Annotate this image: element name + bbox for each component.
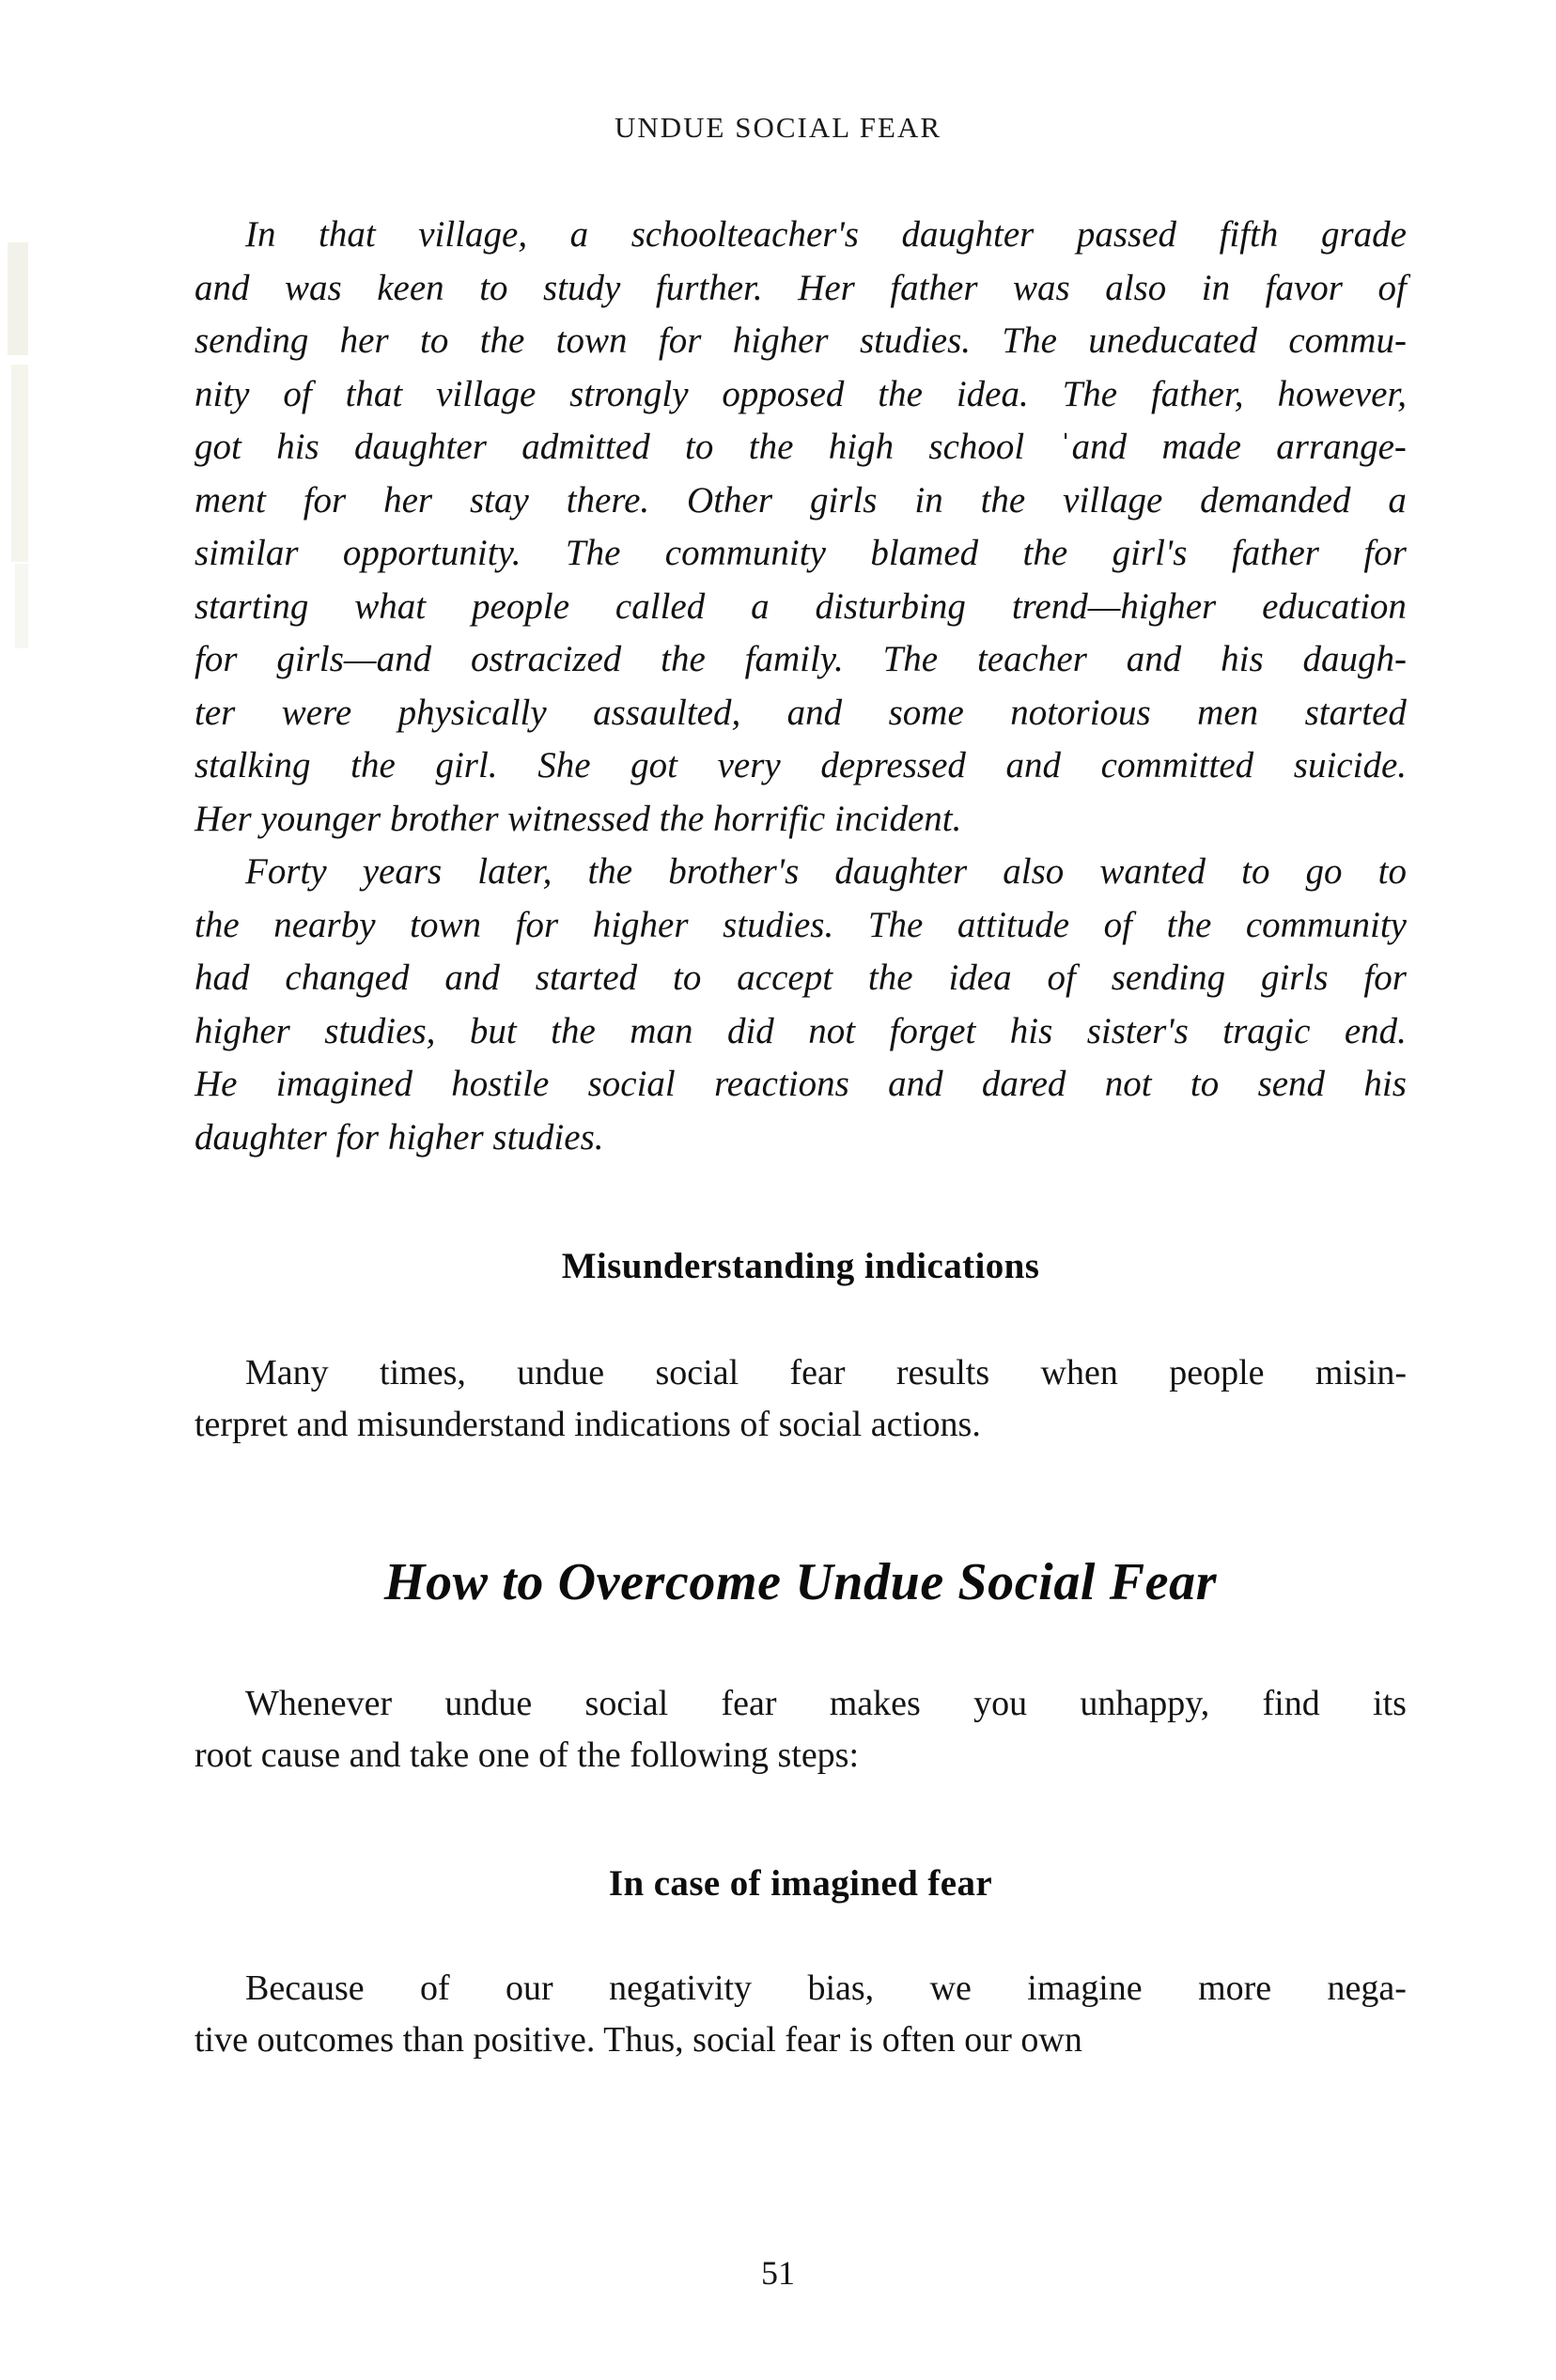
word: sending [1111, 957, 1226, 998]
word: assaulted, [593, 692, 741, 733]
word: made [1161, 427, 1241, 467]
word: girl. [435, 745, 498, 786]
word: men [1197, 692, 1259, 733]
spacer [194, 1905, 1407, 1963]
prose-line [194, 209, 1407, 262]
word: did [726, 1010, 774, 1051]
word: hostile [451, 1064, 550, 1104]
word: high [828, 427, 895, 467]
word: when [1040, 1353, 1118, 1392]
word: not [1104, 1064, 1152, 1104]
word: his [1009, 1010, 1053, 1051]
word: also [1003, 851, 1065, 892]
word: similar [194, 533, 299, 573]
word: the [867, 957, 913, 998]
running-header: UNDUE SOCIAL FEAR [614, 111, 942, 144]
word: village [436, 373, 537, 414]
word: to [420, 320, 449, 361]
word: for [515, 904, 559, 945]
word: community [1245, 904, 1407, 945]
word: commu- [1288, 320, 1407, 361]
prose-line [194, 1678, 1407, 1730]
word: unhappy, [1080, 1684, 1210, 1723]
word: but [469, 1010, 517, 1051]
word: times, [380, 1353, 466, 1392]
word: not [808, 1010, 856, 1051]
word: a [1388, 479, 1407, 521]
word: to [1377, 851, 1407, 892]
word: village [1063, 479, 1163, 521]
word: stalking [194, 745, 311, 786]
word: her [383, 479, 433, 521]
word: higher [732, 320, 829, 361]
word: go [1305, 851, 1343, 892]
word: her [339, 320, 389, 361]
word: town [555, 320, 628, 361]
word: undue [444, 1684, 533, 1723]
word: passed [1076, 214, 1177, 255]
paragraph-misunderstanding [194, 1347, 1407, 1451]
word: The [565, 533, 621, 573]
word: She [537, 745, 591, 786]
prose-line: tive outcomes than positive. Thus, social fear is often our own [194, 2020, 1082, 2060]
word: some [888, 692, 964, 733]
word: were [281, 692, 352, 733]
word: father [1231, 533, 1319, 573]
word: opportunity. [342, 533, 521, 573]
heading-in-case-of-imagined-fear: In case of imagined fear [608, 1863, 993, 1904]
word: to [1241, 851, 1270, 892]
word: of [1103, 904, 1133, 945]
word: sister's [1086, 1010, 1189, 1051]
spacer [194, 1781, 1407, 1862]
word: of [283, 373, 312, 414]
word: fear [789, 1353, 846, 1392]
word: that [319, 214, 376, 255]
word: and [888, 1064, 943, 1104]
word: called [615, 585, 706, 627]
word: father, [1150, 373, 1244, 414]
word: of [1377, 267, 1407, 308]
word: and [1126, 639, 1182, 679]
word: further. [655, 267, 763, 308]
word: find [1262, 1684, 1320, 1723]
word: got [630, 745, 677, 786]
word: his [1363, 1064, 1407, 1104]
spacer [194, 1451, 1407, 1552]
prose-line [194, 368, 1407, 422]
prose-line [194, 527, 1407, 581]
word: committed [1100, 745, 1254, 786]
word: negativity [609, 1968, 753, 2008]
word: changed [285, 957, 410, 998]
word: to [479, 267, 508, 308]
word: He [194, 1064, 238, 1104]
word: imagine [1027, 1968, 1143, 2008]
word: admitted [521, 427, 650, 467]
word: for [194, 639, 238, 679]
word: years [362, 851, 443, 892]
word: we [929, 1968, 972, 2008]
word: dared [981, 1064, 1066, 1104]
page-content [194, 209, 1407, 2066]
word: the [1022, 533, 1068, 573]
word: a [751, 585, 770, 627]
word: his [1221, 639, 1264, 679]
word: school [928, 427, 1025, 467]
prose-line [194, 474, 1407, 528]
prose-line [194, 1963, 1407, 2014]
word: physically [397, 692, 547, 733]
word: grade [1320, 214, 1407, 255]
word: trend—higher [1011, 585, 1217, 627]
page-number: 51 [761, 2254, 795, 2292]
word: of [420, 1968, 450, 2008]
word: The [1062, 373, 1118, 414]
word: fear [721, 1684, 777, 1723]
word: was [285, 267, 342, 308]
word: forget [889, 1010, 976, 1051]
word: idea. [956, 373, 1029, 414]
word: bias, [807, 1968, 875, 2008]
word: girls [1260, 957, 1329, 998]
paragraph-imagined-fear [194, 1963, 1407, 2066]
word: and [194, 267, 250, 308]
prose-line [194, 421, 1407, 474]
word: the [980, 479, 1026, 521]
word: for [1363, 533, 1407, 573]
word: village, [418, 214, 528, 255]
word: attitude [957, 904, 1070, 945]
word: people [1169, 1353, 1265, 1392]
word: demanded [1200, 479, 1351, 521]
story-paragraph-2 [194, 846, 1407, 1164]
word: reactions [714, 1064, 849, 1104]
word: studies. [859, 320, 972, 361]
word: strongly [569, 373, 689, 414]
word: sending [194, 320, 309, 361]
word: to [673, 957, 702, 998]
word: Whenever [245, 1684, 393, 1723]
word: arrange- [1276, 427, 1407, 467]
word: man [630, 1010, 693, 1051]
prose-line [194, 739, 1407, 793]
word: in [1201, 267, 1231, 308]
prose-line [194, 899, 1407, 953]
word: for [1363, 957, 1407, 998]
prose-line [194, 315, 1407, 368]
word: daughter [354, 427, 487, 467]
word: favor [1265, 267, 1343, 308]
word: and [1005, 745, 1062, 786]
prose-line [194, 952, 1407, 1005]
word: nity [194, 373, 250, 414]
word: Because [245, 1968, 365, 2008]
word: of [1047, 957, 1076, 998]
prose-line [194, 581, 1407, 634]
word: stay [470, 479, 529, 521]
word: and [444, 957, 500, 998]
word: was [1013, 267, 1070, 308]
word: results [895, 1353, 990, 1392]
word: nega- [1327, 1968, 1407, 2008]
word: studies, [324, 1010, 436, 1051]
word: ostracized [470, 639, 622, 679]
heading-misunderstanding-indications: Misunderstanding indications [561, 1246, 1040, 1286]
word: girls—and [276, 639, 432, 679]
word: social [587, 1064, 676, 1104]
word: people [472, 585, 570, 627]
word: imagined [275, 1064, 412, 1104]
word: his [276, 427, 319, 467]
word: community [664, 533, 826, 573]
word: ˈand [1059, 427, 1128, 467]
heading-how-to-overcome-undue-social-fear: How to Overcome Undue Social Fear [383, 1553, 1218, 1611]
word: in [914, 479, 943, 521]
prose-line [194, 687, 1407, 740]
word: had [194, 957, 250, 998]
word: the [661, 639, 706, 679]
word: our [506, 1968, 553, 2008]
word: higher [592, 904, 689, 945]
word: Many [245, 1353, 329, 1392]
word: daughter [834, 851, 968, 892]
word: very [717, 745, 781, 786]
word: makes [829, 1684, 921, 1723]
prose-line [194, 1347, 1407, 1399]
prose-line: terpret and misunderstand indications of social actions. [194, 1405, 981, 1444]
word: accept [737, 957, 833, 998]
word: you [973, 1684, 1028, 1723]
word: Her [798, 267, 855, 308]
prose-line: root cause and take one of the following steps: [194, 1735, 860, 1775]
word: started [1304, 692, 1407, 733]
word: higher [194, 1010, 290, 1051]
prose-line: Her younger brother witnessed the horrific incident. [194, 798, 962, 839]
word: study [543, 267, 621, 308]
word: teacher [976, 639, 1087, 679]
word: the [878, 373, 923, 414]
word: idea [948, 957, 1012, 998]
word: The [867, 904, 924, 945]
word: got [194, 427, 241, 467]
word: Forty [245, 851, 327, 892]
word: and [786, 692, 843, 733]
paragraph-overcome [194, 1678, 1407, 1781]
word: girl's [1112, 533, 1188, 573]
word: the [551, 1010, 596, 1051]
story-paragraph-1 [194, 209, 1407, 846]
spacer [194, 1612, 1407, 1678]
word: to [685, 427, 714, 467]
word: social [584, 1684, 669, 1723]
word: opposed [722, 373, 845, 414]
word: notorious [1010, 692, 1151, 733]
word: The [1002, 320, 1057, 361]
word: the [350, 745, 396, 786]
word: girls [809, 479, 878, 521]
word: the [1166, 904, 1212, 945]
word: there. [566, 479, 650, 521]
word: later, [477, 851, 552, 892]
word: what [354, 585, 427, 627]
word: In [245, 214, 276, 255]
word: uneducated [1088, 320, 1257, 361]
word: town [410, 904, 482, 945]
prose-line [194, 1005, 1407, 1059]
word: end. [1344, 1010, 1407, 1051]
word: its [1373, 1684, 1407, 1723]
word: the [748, 427, 794, 467]
word: to [1190, 1064, 1220, 1104]
word: father [890, 267, 978, 308]
word: for [303, 479, 347, 521]
word: the [194, 904, 240, 945]
word: disturbing [815, 585, 966, 627]
word: for [658, 320, 702, 361]
word: brother's [668, 851, 800, 892]
word: The [882, 639, 939, 679]
word: Other [687, 479, 773, 521]
word: wanted [1099, 851, 1206, 892]
word: daughter [901, 214, 1035, 255]
word: education [1262, 585, 1407, 627]
word: send [1257, 1064, 1326, 1104]
word: tragic [1222, 1010, 1311, 1051]
word: schoolteacher's [630, 214, 859, 255]
word: blamed [870, 533, 979, 573]
prose-line [194, 846, 1407, 899]
word: depressed [820, 745, 966, 786]
word: ment [194, 479, 266, 521]
spacer [194, 1287, 1407, 1347]
prose-line [194, 633, 1407, 687]
word: suicide. [1293, 745, 1407, 786]
prose-line: daughter for higher studies. [194, 1116, 604, 1158]
word: the [479, 320, 525, 361]
word: keen [377, 267, 444, 308]
word: ter [194, 692, 236, 733]
word: the [587, 851, 633, 892]
word: family. [744, 639, 844, 679]
word: however, [1277, 373, 1407, 414]
word: undue [517, 1353, 605, 1392]
word: a [569, 214, 589, 255]
word: starting [194, 585, 309, 627]
word: studies. [723, 904, 834, 945]
word: more [1198, 1968, 1272, 2008]
word: started [535, 957, 638, 998]
word: also [1105, 267, 1167, 308]
word: misin- [1315, 1353, 1407, 1392]
word: nearby [273, 904, 376, 945]
prose-line [194, 1058, 1407, 1112]
word: social [655, 1353, 739, 1392]
spacer [194, 1164, 1407, 1245]
word: daugh- [1302, 639, 1407, 679]
prose-line [194, 262, 1407, 316]
word: that [345, 373, 403, 414]
word: fifth [1219, 214, 1279, 255]
